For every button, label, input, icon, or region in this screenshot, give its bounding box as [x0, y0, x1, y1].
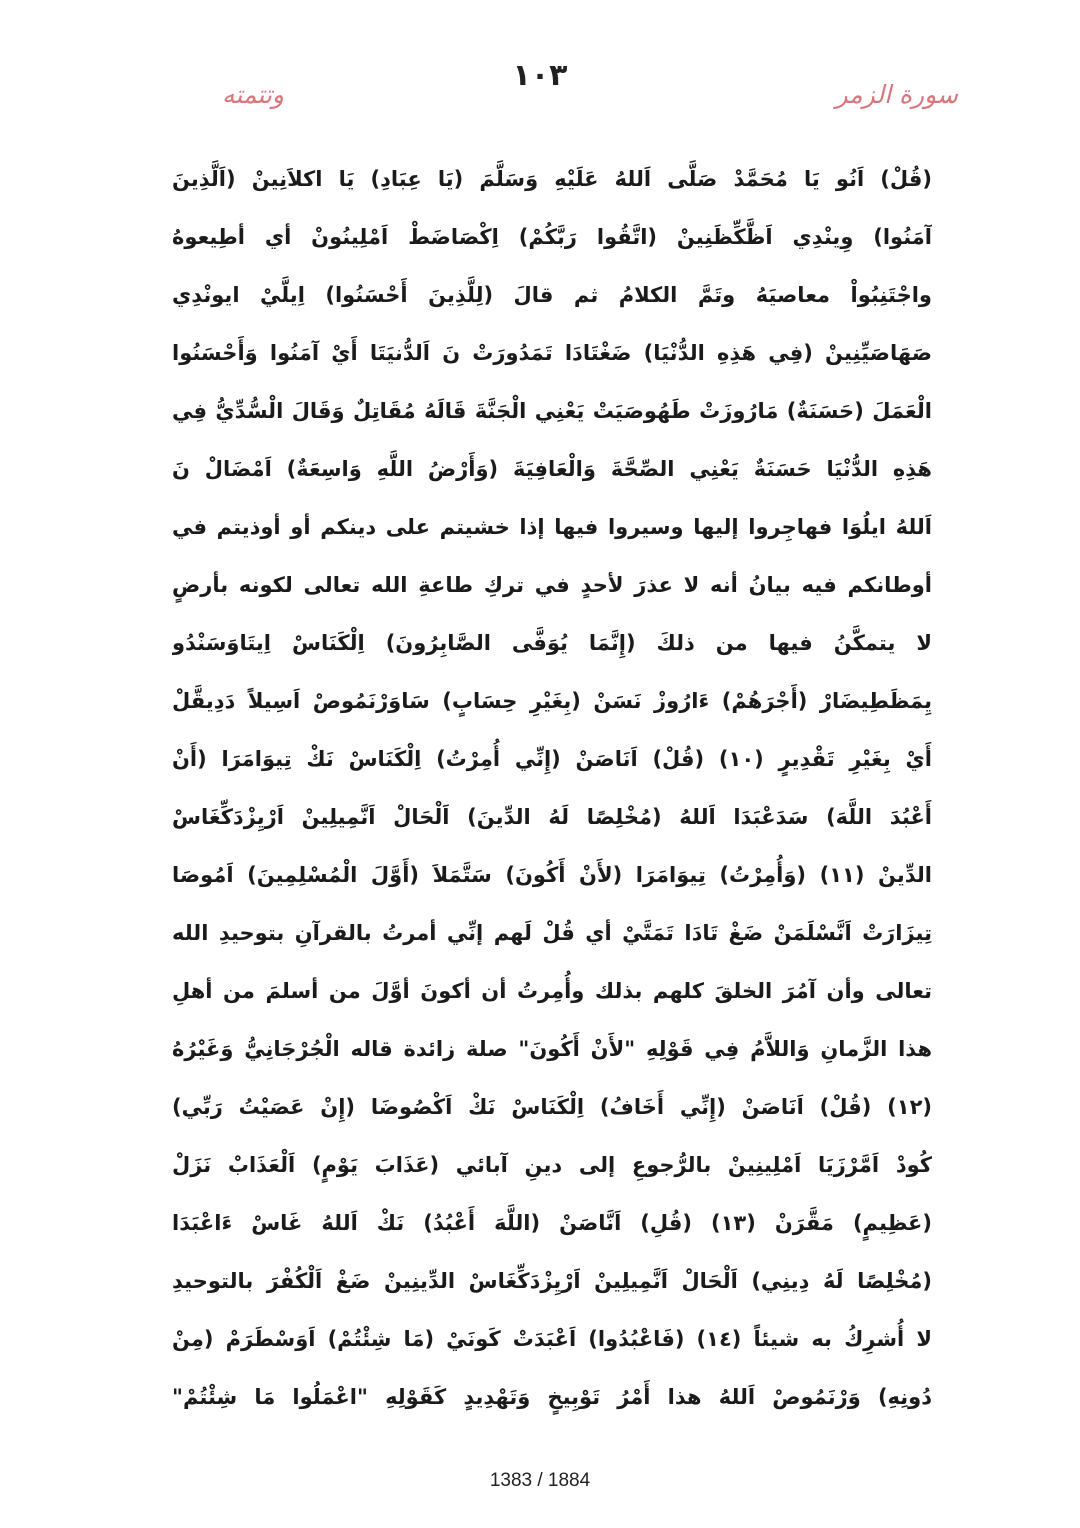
- text-line: يِمَظَطِيضَارْ (أَجْرَهُمْ) ءَارُوزْ نَسَنْ (بِغَيْرِ حِسَابٍ) سَاوَرْنَمُوصْ اَسِيلاً دَدِيقَّلْ: [172, 689, 932, 713]
- page-number: ١٠٣: [512, 58, 568, 93]
- text-line: اَللهُ ايلُوَا فهاجِروا إليها وسيروا فيها إذا خشيتم على دينكم أو أوذيتم في: [172, 515, 932, 539]
- text-line: أَيْ بِغَيْرِ تَقْدِيرٍ (١٠) (قُلْ) اَنَاصَنْ (إِنِّي أُمِرْتُ) اِلْكَنَاسْ نَكْ تِيوَامَرَا (أَنْ: [172, 747, 932, 771]
- text-line: آمَنُوا) وِينْدِي اَظَّكِّظَنِينْ (اتَّقُوا رَبَّكُمْ) اِكْصَاضَطْ اَمْلِينُونْ أي أطِيعوهُ: [172, 225, 932, 249]
- body-text: [172, 150, 932, 1426]
- text-line: (١٢) (قُلْ) اَنَاصَنْ (إِنِّي أَخَافُ) اِلْكَنَاسْ نَكْ اَكْصُوضَا (إِنْ عَصَيْتُ رَبِّي): [172, 1095, 932, 1119]
- text-line: الْعَمَلَ (حَسَنَةٌ) مَارُوزَتْ طَهُوصَيَتْ يَعْنِي الْجَنَّةَ قَالَهُ مُقَاتِلٌ وَقَالَ الْسُّدِّيُّ فِي: [172, 399, 932, 423]
- text-line: أوطانكم فيه بيانُ أنه لا عذرَ لأحدٍ في تركِ طاعةِ الله تعالى لكونه بأرضٍ: [172, 573, 932, 597]
- text-line: (عَظِيمٍ) مَقَّرَنْ (١٣) (قُلِ) اَنَّاصَنْ (اللَّهَ أَعْبُدُ) نَكْ اَللهُ غَاسْ ءَاعْبَدَا: [172, 1211, 932, 1235]
- text-line: تِيزَارَتْ اَنَّسْلَمَنْ ضَغْ تَادَا تَمَتَّيْ أي قُلْ لَهم إنِّي أمرتُ بالقرآنِ بتوحيدِ الله: [172, 921, 932, 945]
- text-line: (مُخْلِصًا لَهُ دِينِي) اَلْحَالْ اَنَّمِيلِينْ اَرْيِزْدَكِّغَاسْ الدِّينِينْ ضَغْ اَلْكُفْرَ بالتوحيدِ: [172, 1269, 932, 1293]
- text-line: دُونِهِ) وَرْنَمُوصْ اَللهُ هذا أَمْرُ تَوْبِيخٍ وَتَهْدِيدٍ كَقَوْلِهِ "اعْمَلُوا مَا شِئْتُمْ": [172, 1385, 932, 1409]
- text-line: هَذِهِ الدُّنْيَا حَسَنَةٌ يَعْنِي الصِّحَّةَ وَالْعَافِيَةَ (وَأَرْضُ اللَّهِ وَاسِعَةٌ) اَمْضَالْ نَ: [172, 457, 932, 481]
- text-line: واجْتَنِبُواْ معاصيَهُ وتَمَّ الكلامُ ثم قالَ (لِلَّذِينَ أَحْسَنُوا) اِيلَّيْ ايونْدِي: [172, 283, 932, 307]
- text-line: هذا الزَّمانِ وَاللاَّمُ فِي قَوْلِهِ "لأَنْ أَكُونَ" صلة زائدة قاله الْجُرْجَانِيُّ وَغَيْرُهُ: [172, 1037, 932, 1061]
- text-line: تعالى وأن آمُرَ الخلقَ كلهم بذلك وأُمِرتُ أن أكونَ أوَّلَ من أسلمَ من أهلِ: [172, 979, 932, 1003]
- text-line: لا أُشرِكُ به شيئاً (١٤) (فَاعْبُدُوا) اَعْبَدَتْ كَونَيْ (مَا شِئْتُمْ) اَوَسْطَرَمْ (مِنْ: [172, 1327, 932, 1351]
- text-line: الدِّينْ (١١) (وَأُمِرْتُ) تِيوَامَرَا (لأَنْ أَكُونَ) سَتَّمَلاَ (أَوَّلَ الْمُسْلِمِينَ) اَمُوصَا: [172, 863, 932, 887]
- page-counter: 1383 / 1884: [489, 1470, 591, 1491]
- continuation-annotation: وتتمته: [222, 80, 284, 109]
- surah-annotation: سورة الزمر: [835, 80, 958, 109]
- text-line: صَهَاصَيِّنِينْ (فِي هَذِهِ الدُّنْيَا) ضَغْتَادَا تَمَدُورَتْ نَ اَلدُّنيَتَا أَيْ آمَنُوا وَأَحْسَنُوا: [172, 341, 932, 365]
- text-line: كُودْ اَمَّرْزَيَا اَمْلِينِينْ بالرُّجوعِ إلى دينِ آبائي (عَذَابَ يَوْمٍ) اَلْعَذَابْ نَزَلْ: [172, 1153, 932, 1177]
- text-line: أَعْبُدَ اللَّهَ) سَدَعْبَدَا اَللهُ (مُخْلِصًا لَهُ الدِّينَ) اَلْحَالْ اَنَّمِيلِينْ اَرْيِزْدَكِّغَاسْ: [172, 805, 932, 829]
- text-line: لا يتمكَّنُ فيها من ذلكَ (إِنَّمَا يُوَفَّى الصَّابِرُونَ) اِلْكَنَاسْ اِيتَاوَسَنْدُو: [172, 631, 932, 655]
- text-line: (قُلْ) اَنُو يَا مُحَمَّدْ صَلَّى اَللهُ عَلَيْهِ وَسَلَّمَ (يَا عِبَادِ) يَا اكلاَنِينْ (اَلَّذِينَ: [172, 167, 932, 191]
